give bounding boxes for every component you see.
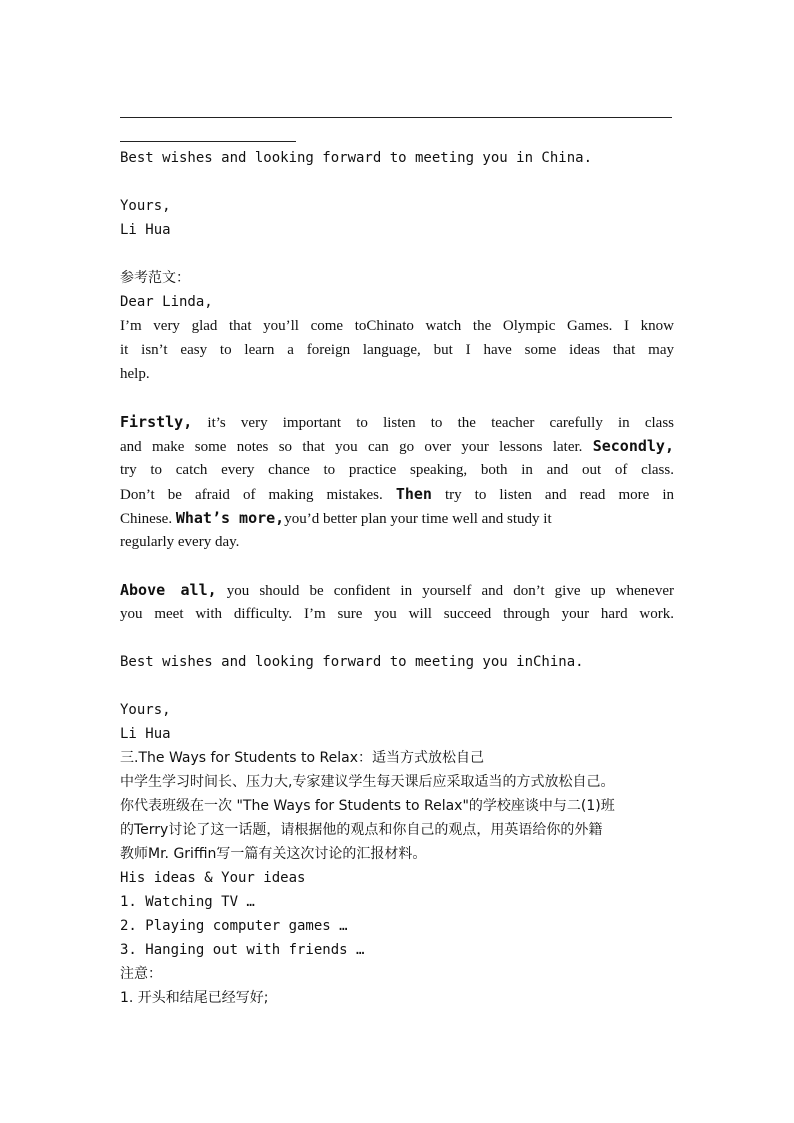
sign-off: Yours, [120,198,171,214]
answer-line [120,117,672,118]
closing-line: Best wishes and looking forward to meeting you inChina. [120,654,584,670]
body-text: Chinese. [120,511,176,527]
sign-off: Yours, [120,702,171,718]
body-line: try to catch every chance to practice speaking, both in and out of class. [120,462,674,478]
intro-line: it isn’t easy to learn a foreign language, but I have some ideas that may [120,342,674,358]
body-text: Don’t be afraid of making mistakes. [120,487,396,503]
body-line [120,506,680,530]
prompt-line: 的Terry讨论了这一话题，请根据他的观点和你自己的观点，用英语给你的外籍 [120,822,603,838]
intro-line: I’m very glad that you’ll come toChinato watch the Olympic Games. I know [120,318,674,334]
transition-word: What’s more, [175,509,285,527]
closing-line: Best wishes and looking forward to meeting you in China. [120,150,593,166]
body-text: you’d better plan your time well and study it [284,511,552,527]
body-line [120,410,674,434]
section-title: 三.The Ways for Students to Relax：适当方式放松自己 [120,750,485,766]
transition-word: Then [395,485,432,503]
transition-word: Above all, [120,581,217,599]
body-line [120,434,674,458]
idea-item: 1. Watching TV … [120,894,255,910]
note-item: 1. 开头和结尾已经写好; [120,990,269,1006]
intro-line: help. [120,366,150,382]
prompt-line: 中学生学习时间长、压力大,专家建议学生每天课后应采取适当的方式放松自己。 [120,774,615,790]
notes-heading: 注意： [120,966,162,982]
conclusion-line: you meet with difficulty. I’m sure you will succeed through your hard work. [120,606,674,622]
body-text: you should be confident in yourself and don’t give up whenever [216,583,674,599]
letter-greeting: Dear Linda, [120,294,213,310]
signature: Li Hua [120,222,171,238]
prompt-line: 教师Mr. Griffin写一篇有关这次讨论的汇报材料。 [120,846,427,862]
body-text: try to listen and read more in [431,487,674,503]
signature: Li Hua [120,726,171,742]
answer-line-short [120,141,296,142]
conclusion-line [120,578,674,602]
idea-item: 2. Playing computer games … [120,918,348,934]
transition-word: Firstly, [120,413,193,431]
body-text: and make some notes so that you can go over your lessons later. [120,439,593,455]
sample-heading: 参考范文： [120,270,190,286]
idea-item: 3. Hanging out with friends … [120,942,365,958]
body-line: regularly every day. [120,534,240,550]
body-line [120,482,674,506]
body-text: it’s very important to listen to the teacher carefully in class [192,415,674,431]
transition-word: Secondly, [592,437,674,455]
ideas-header: His ideas & Your ideas [120,870,306,886]
prompt-line: 你代表班级在一次 "The Ways for Students to Relax"的学校座谈中与二(1)班 [120,798,615,814]
